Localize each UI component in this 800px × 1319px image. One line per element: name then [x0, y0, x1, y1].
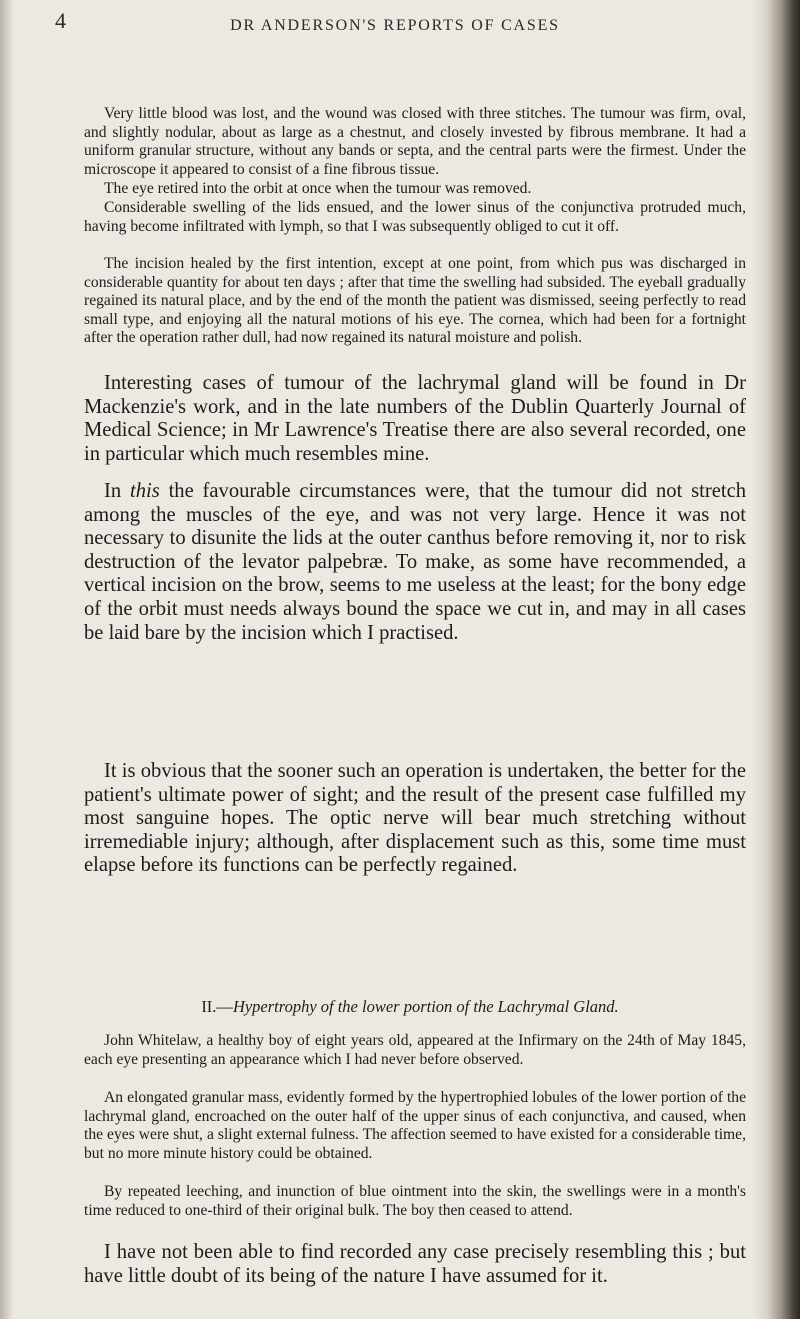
page-left-edge-shadow — [0, 0, 14, 1319]
paragraph-elongated-mass: An elongated granular mass, evidently formed by the hypertrophied lobules of the lower portion of the lachrymal gland, encroached on the outer half of the upper sinus of each conjunctiva, and caused, when the eyes were shut, a slight external fulness. The affection seemed to have existed for a considerable time, but no more minute history could be obtained. — [84, 1089, 746, 1162]
paragraph-wound-closure: Very little blood was lost, and the wound was closed with three stitches. The tumour was firm, oval, and slightly nodular, about as large as a chestnut, and closely invested by fibrous membrane. It had a uniform granular structure, without any bands or septa, and the central parts were the firmest. Under the microscope it appeared to consist of a fine fibrous tissue. — [84, 105, 746, 178]
section-heading — [0, 997, 800, 1017]
paragraph-john-whitelaw: John Whitelaw, a healthy boy of eight years old, appeared at the Infirmary on the 24th of May 1845, each eye presenting an appearance which I had never before observed. — [84, 1032, 746, 1068]
paragraph-interesting-cases: Interesting cases of tumour of the lachrymal gland will be found in Dr Mackenzie's work, and in the late numbers of the Dublin Quarterly Journal of Medical Science; in Mr Lawrence's Treatise there are also several recorded, one in particular which much resembles mine. — [84, 372, 746, 465]
page-binding-shadow — [752, 0, 800, 1319]
page-number: 4 — [55, 8, 66, 33]
paragraph-lead: In — [104, 480, 130, 502]
paragraph-swelling: Considerable swelling of the lids ensued, and the lower sinus of the conjunctiva protruded much, having become infiltrated with lymph, so that I was subsequently obliged to cut it off. — [84, 199, 746, 235]
paragraph-favourable-circumstances — [84, 480, 746, 645]
paragraph-rest: the favourable circumstances were, that the tumour did not stretch among the muscles of the eye, and was not very large. Hence it was not necessary to disunite the lids at the outer canthus before removing it, nor to risk destruction of the levator palpebræ. To make, as some have recommended, a vertical incision on the brow, seems to me useless at the least; for the bony edge of the orbit must needs always bound the space we cut in, and may in all cases be laid bare by the incision which I practised. — [84, 480, 746, 644]
paragraph-obvious: It is obvious that the sooner such an operation is undertaken, the better for the patient's ultimate power of sight; and the result of the present case fulfilled my most sanguine hopes. The optic nerve will bear much stretching without irremediable injury; although, after displacement such as this, some time must elapse before its functions can be perfectly regained. — [84, 760, 746, 877]
paragraph-leeching: By repeated leeching, and inunction of blue ointment into the skin, the swellings were in a month's time reduced to one-third of their original bulk. The boy then ceased to attend. — [84, 1183, 746, 1219]
paragraph-healing: The incision healed by the first intention, except at one point, from which pus was discharged in considerable quantity for about ten days ; after that time the swelling had subsided. The eyeball gradually regained its natural place, and by the end of the month the patient was dismissed, seeing perfectly to read small type, and enjoying all the natural motions of his eye. The cornea, which had been for a fortnight after the operation rather dull, had now regained its natural moisture and polish. — [84, 255, 746, 347]
paragraph-conclusion: I have not been able to find recorded any case precisely resembling this ; but have little doubt of its being of the nature I have assumed for it. — [84, 1241, 746, 1287]
running-head: DR ANDERSON'S REPORTS OF CASES — [230, 17, 560, 34]
section-title: Hypertrophy of the lower portion of the Lachrymal Gland. — [232, 997, 619, 1016]
paragraph-eye-retired: The eye retired into the orbit at once when the tumour was removed. — [104, 180, 532, 197]
emphasis-this: this — [129, 480, 160, 502]
section-number: II.— — [201, 997, 233, 1016]
